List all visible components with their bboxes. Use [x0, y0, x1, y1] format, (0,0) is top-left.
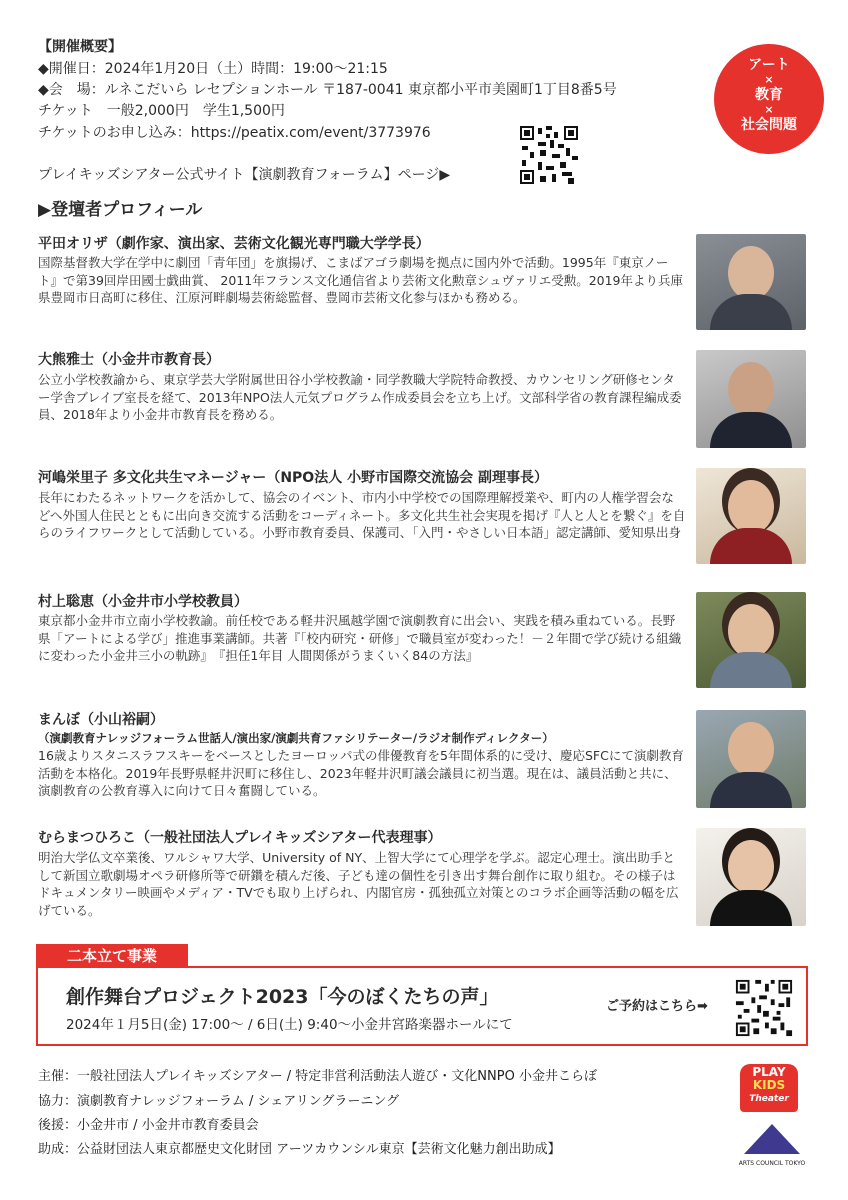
- portrait-body: [710, 294, 792, 330]
- portrait-face: [728, 722, 774, 776]
- photo-manbo: [696, 710, 806, 808]
- portrait-face: [728, 362, 774, 416]
- badge-social-issues: 社会問題: [741, 117, 797, 133]
- profile-body: 16歳よりスタニスラフスキーをベースとしたヨーロッパ式の俳優教育を5年間体系的に受け、慶応SFCにて演劇教育活動を本格化。2019年長野県軽井沢町に移住し、2023年軽井沢町議会議員に初当選。現在は、議員活動と共に、演劇教育の公教育導入に向けて日々奮闘している。: [38, 748, 684, 798]
- arts-council-mountain-icon: [736, 1122, 808, 1156]
- badge-education: 教育: [755, 87, 783, 103]
- credit-cooperation: 協力：演劇教育ナレッジフォーラム / シェアリングラーニング: [38, 1094, 400, 1109]
- playkids-logo-theater: Theater: [749, 1094, 789, 1104]
- official-site-link[interactable]: プレイキッズシアター公式サイト【演劇教育フォーラム】ページ▶: [38, 167, 451, 183]
- photo-muramatsu: [696, 828, 806, 926]
- qr-code-ticket[interactable]: [518, 124, 580, 186]
- photo-kawashima: [696, 468, 806, 564]
- double-bill-title: 創作舞台プロジェクト2023「今のぼくたちの声」: [66, 986, 499, 1008]
- credit-host: 主催：一般社団法人プレイキッズシアター / 特定非営利活動法人遊び・文化NNPO 小金井こらぼ: [38, 1069, 597, 1084]
- playkids-logo-play: PLAY: [752, 1065, 786, 1079]
- portrait-body: [710, 652, 792, 688]
- arts-council-label: ARTS COUNCIL TOKYO: [738, 1160, 806, 1167]
- playkids-logo: [736, 1064, 802, 1114]
- credit-support: 後援：小金井市 / 小金井市教育委員会: [38, 1118, 259, 1133]
- ticket-price: チケット 一般2,000円 学生1,500円: [38, 103, 285, 119]
- event-date: ◆開催日：2024年1月20日（土）時間：19:00～21:15: [38, 61, 388, 77]
- profile-title: むらまつひろこ（一般社団法人プレイキッズシアター代表理事）: [38, 830, 442, 846]
- event-venue: ◆会 場：ルネこだいら レセプションホール 〒187-0041 東京都小平市美園町1丁目8番5号: [38, 82, 617, 98]
- photo-okuma: [696, 350, 806, 448]
- double-bill-tag: 二本立て事業: [36, 944, 188, 968]
- profile-body: 公立小学校教諭から、東京学芸大学附属世田谷小学校教諭・同学教職大学院特命教授、カウンセリング研修センター学舎ブレイブ室長を経て、2013年NPO法人元気プログラム作成委員会を立ち上げ。文部科学省の教育課程編成委員、2018年より小金井市教育長を務める。: [38, 372, 682, 422]
- profile-body: 長年にわたるネットワークを活かして、協会のイベント、市内小中学校での国際理解授業や、町内の人権学習会などへ外国人住民とともに出向き交流する活動をコーディネート。多文化共生社会実現を掲げ『人と人とを繋ぐ』を自らのライフワークとして活動している。小野市教育委員、保護司、「入門・やさしい日本語」認定講師、愛知県出身: [38, 490, 686, 540]
- profile-title: 村上聡恵（小金井市小学校教員）: [38, 594, 248, 610]
- profile-title: 大熊雅士（小金井市教育長）: [38, 352, 220, 368]
- portrait-body: [710, 412, 792, 448]
- arts-council-logo: [736, 1122, 808, 1166]
- photo-murakami: [696, 592, 806, 688]
- portrait-body: [710, 772, 792, 808]
- badge-times-1: ×: [764, 73, 774, 86]
- playkids-logo-kids: KIDS: [752, 1078, 786, 1092]
- portrait-face: [728, 604, 774, 658]
- reserve-link[interactable]: ご予約はこちら➡: [606, 999, 708, 1014]
- qr-code-reserve[interactable]: [734, 978, 794, 1038]
- overview-heading: 【開催概要】: [38, 39, 122, 55]
- double-bill-schedule: 2024年１月5日(金) 17:00～ / 6日(土) 9:40～小金井宮路楽器ホールにて: [66, 1017, 513, 1033]
- profile-title: 河嶋栄里子 多文化共生マネージャー（NPO法人 小野市国際交流協会 副理事長）: [38, 470, 548, 486]
- profile-title: 平田オリザ（劇作家、演出家、芸術文化観光専門職大学学長）: [38, 236, 430, 252]
- theme-badge: [714, 44, 824, 154]
- ticket-apply-link[interactable]: チケットのお申し込み：https://peatix.com/event/3773976: [38, 125, 431, 141]
- profiles-heading: ▶登壇者プロフィール: [38, 200, 203, 220]
- profile-body: 国際基督教大学在学中に劇団「青年団」を旗揚げ、こまばアゴラ劇場を拠点に国内外で活動。1995年『東京ノート』で第39回岸田國士戯曲賞、 2011年フランス文化通信省より芸術文化勲章シュヴァリエ受勲。2019年より兵庫県豊岡市日高町に移住、江原河畔劇場芸術総監督、豊岡市芸術文化参与ほかも務める。: [38, 255, 684, 305]
- portrait-body: [710, 890, 792, 926]
- portrait-face: [728, 480, 774, 534]
- portrait-body: [710, 528, 792, 564]
- portrait-face: [728, 840, 774, 894]
- badge-art: アート: [748, 57, 790, 73]
- profile-subtitle: （演劇教育ナレッジフォーラム世話人/演出家/演劇共育ファシリテーター/ラジオ制作ディレクター）: [38, 731, 554, 745]
- profile-body: 東京都小金井市立南小学校教諭。前任校である軽井沢風越学園で演劇教育に出会い、実践を積み重ねている。長野県「アートによる学び」推進事業講師。共著『「校内研究・研修」で職員室が変わった！－２年間で学び続ける組織に変わった小金井三小の軌跡』 『担任1年目 人間関係がうまくいく84の方法』: [38, 613, 682, 663]
- profile-body: 明治大学仏文卒業後、ワルシャワ大学、University of NY、上智大学にて心理学を学ぶ。認定心理士。演出助手として新国立歌劇場オペラ研修所等で研鑽を積んだ後、子ども達の個性を引き出す舞台創作に取り組む。その様子はドキュメンタリー映画やメディア・TVでも取り上げられ、内閣官房・孤独孤立対策とのコラボ企画等活動の幅を広げている。: [38, 850, 679, 918]
- profile-title: まんぼ（小山裕嗣）: [38, 712, 164, 728]
- portrait-face: [728, 246, 774, 300]
- photo-hirata: [696, 234, 806, 330]
- credit-grant: 助成：公益財団法人東京都歴史文化財団 アーツカウンシル東京【芸術文化魅力創出助成】: [38, 1142, 561, 1157]
- badge-times-2: ×: [764, 103, 774, 116]
